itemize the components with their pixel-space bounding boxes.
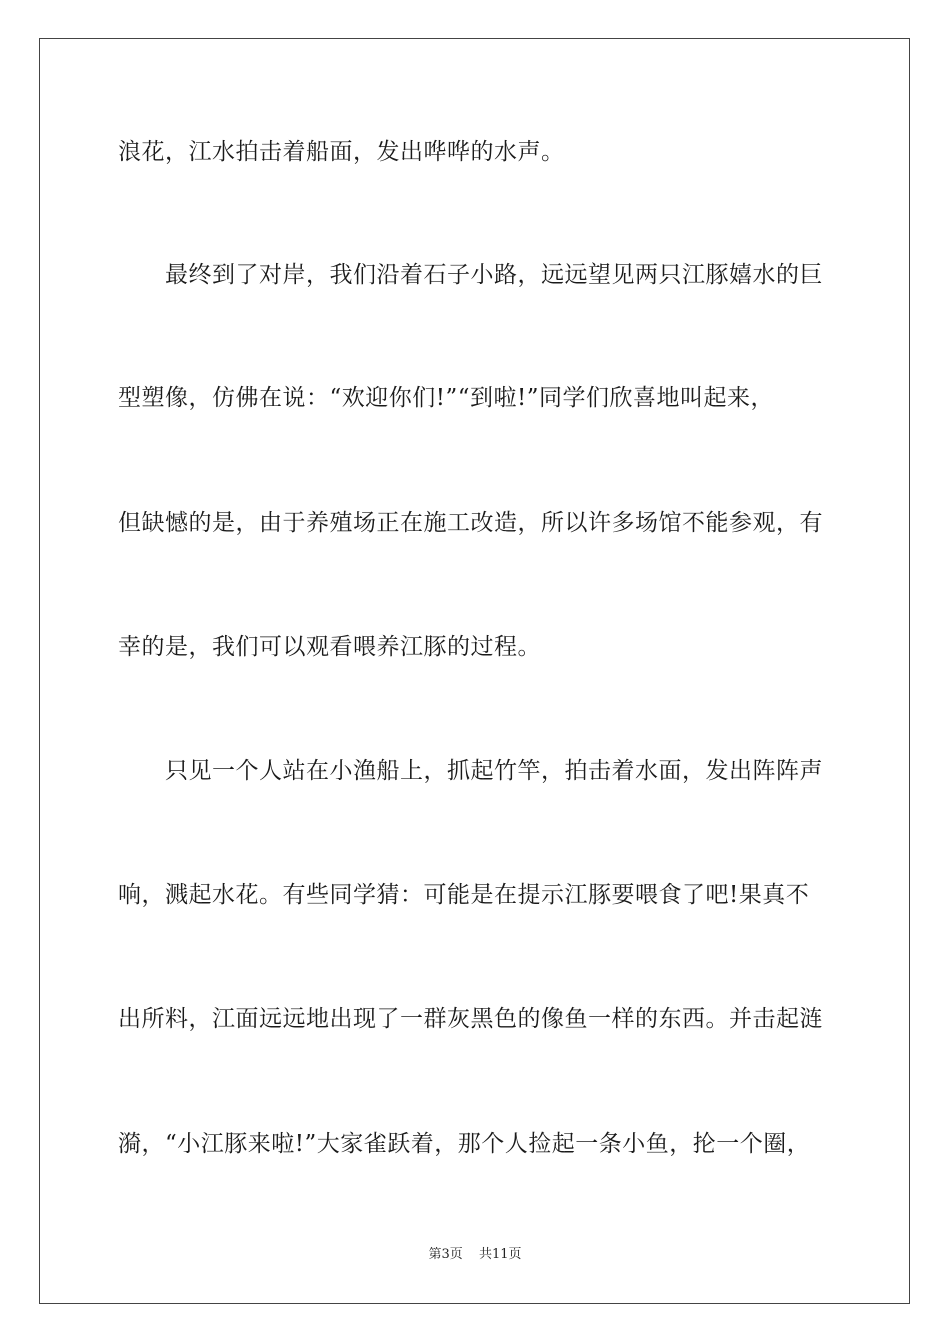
page-footer [0,1246,950,1264]
page-total: 共11页 [478,1247,522,1262]
text-line-9: 漪，“小江豚来啦!”大家雀跃着，那个人捡起一条小鱼，抡一个圈， [118,1131,811,1157]
text-line-7: 响，溅起水花。有些同学猜：可能是在提示江豚要喂食了吧!果真不 [118,882,810,908]
text-line-2: 最终到了对岸，我们沿着石子小路，远远望见两只江豚嬉水的巨 [118,262,823,288]
text-line-4: 但缺憾的是，由于养殖场正在施工改造，所以许多场馆不能参观，有 [118,510,823,536]
text-line-5: 幸的是，我们可以观看喂养江豚的过程。 [118,634,541,660]
page-number: 第3页 [428,1247,463,1262]
text-line-3: 型塑像，仿佛在说：“欢迎你们!”“到啦!”同学们欣喜地叫起来， [118,385,775,411]
text-line-6: 只见一个人站在小渔船上，抓起竹竿，拍击着水面，发出阵阵声 [118,758,823,784]
text-line-8: 出所料，江面远远地出现了一群灰黑色的像鱼一样的东西。并击起涟 [118,1006,823,1032]
text-line-1: 浪花，江水拍击着船面，发出哗哗的水声。 [118,139,565,165]
page-border [39,38,910,1304]
